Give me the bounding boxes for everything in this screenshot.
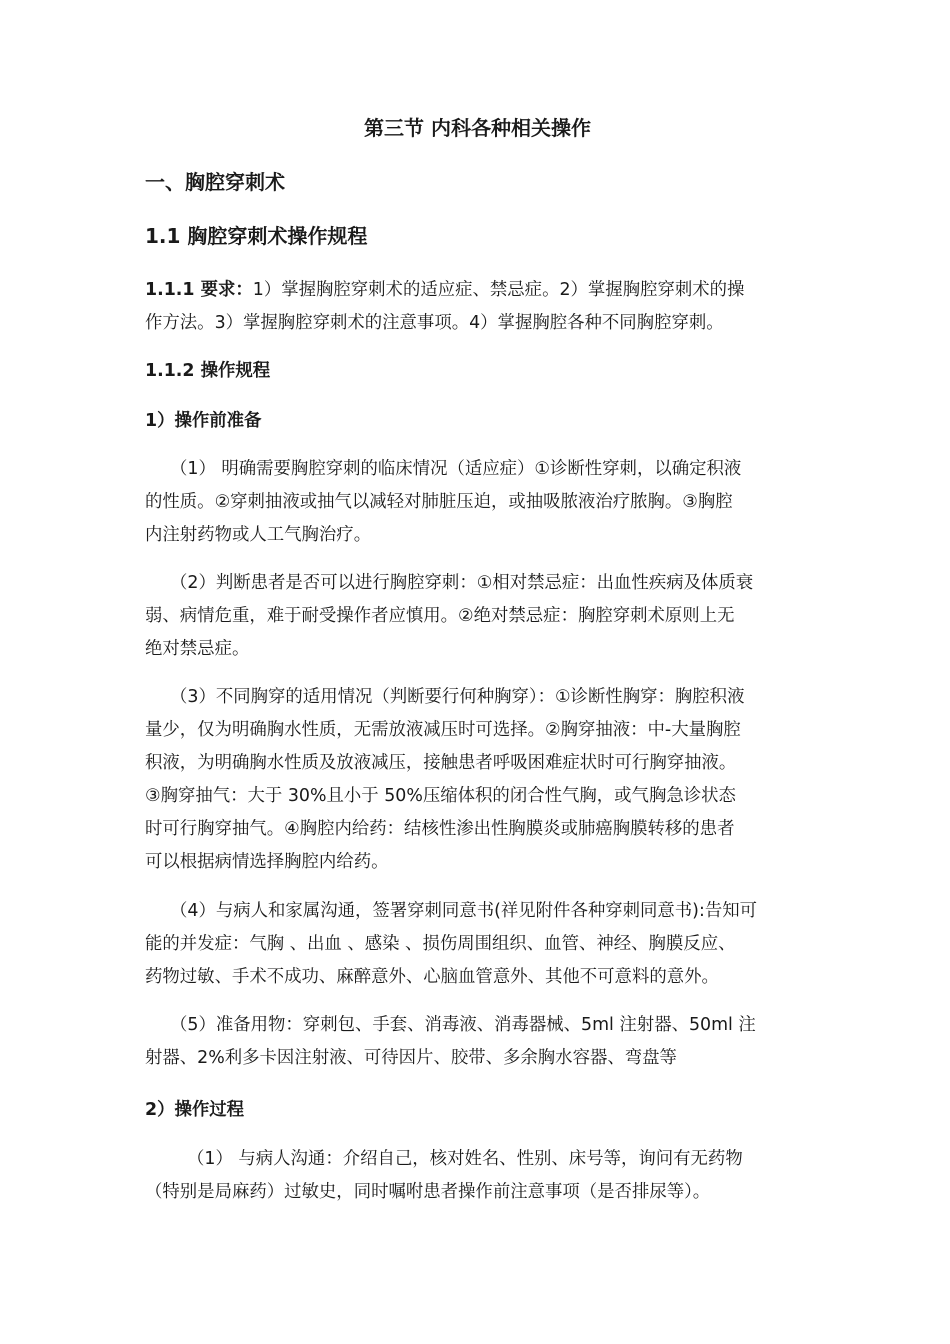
paragraph-contraindications: [145, 567, 810, 666]
paragraph-puncture-types: [145, 681, 810, 879]
requirements-text-line: 1）掌握胸腔穿刺术的适应症、禁忌症。2）掌握胸腔穿刺术的操: [252, 280, 745, 300]
requirements-text-line: 作方法。3）掌握胸腔穿刺术的注意事项。4）掌握胸腔各种不同胸腔穿刺。: [145, 313, 724, 333]
subsection-heading-procedure: 1.1 胸腔穿刺术操作规程: [145, 224, 368, 248]
paragraph-consent: [145, 895, 810, 994]
paragraph-line: （1） 与病人沟通：介绍自己，核对姓名、性别、床号等，询问有无药物: [187, 1149, 743, 1169]
paragraph-line: （特别是局麻药）过敏史，同时嘱咐患者操作前注意事项（是否排尿等）。: [145, 1182, 711, 1202]
paragraph-line: 积液，为明确胸水性质及放液减压，接触患者呼吸困难症状时可行胸穿抽液。: [145, 753, 737, 773]
paragraph-line: ③胸穿抽气：大于 30%且小于 50%压缩体积的闭合性气胸，或气胸急诊状态: [145, 786, 736, 806]
paragraph-line: （5）准备用物：穿刺包、手套、消毒液、消毒器械、5ml 注射器、50ml 注: [170, 1015, 756, 1035]
paragraph-line: 的性质。②穿刺抽液或抽气以减轻对肺脏压迫，或抽吸脓液治疗脓胸。③胸腔: [145, 492, 733, 512]
step-heading-procedure: 2）操作过程: [145, 1100, 245, 1120]
paragraph-line: （1） 明确需要胸腔穿刺的临床情况（适应症）①诊断性穿刺，以确定积液: [170, 459, 742, 479]
paragraph-line: （2）判断患者是否可以进行胸腔穿刺：①相对禁忌症：出血性疾病及体质衰: [170, 573, 754, 593]
paragraph-communication: [145, 1143, 810, 1209]
paragraph-supplies: [145, 1009, 810, 1075]
section-heading-thoracentesis: 一、胸腔穿刺术: [145, 170, 285, 194]
paragraph-line: 能的并发症：气胸 、出血 、感染 、损伤周围组织、血管、神经、胸膜反应、: [145, 934, 736, 954]
paragraph-line: （3）不同胸穿的适用情况（判断要行何种胸穿）：①诊断性胸穿：胸腔积液: [170, 687, 745, 707]
requirements-label: 1.1.1 要求：: [145, 280, 253, 300]
paragraph-line: 量少，仅为明确胸水性质，无需放液减压时可选择。②胸穿抽液：中-大量胸腔: [145, 720, 741, 740]
paragraph-line: （4）与病人和家属沟通，签署穿刺同意书(祥见附件各种穿刺同意书):告知可: [170, 901, 757, 921]
step-heading-preparation: 1）操作前准备: [145, 411, 262, 431]
paragraph-line: 弱、病情危重，难于耐受操作者应慎用。②绝对禁忌症：胸腔穿刺术原则上无: [145, 606, 735, 626]
paragraph-indications: [145, 453, 810, 552]
paragraph-line: 射器、2%利多卡因注射液、可待因片、胶带、多余胸水容器、弯盘等: [145, 1048, 677, 1068]
paragraph-line: 时可行胸穿抽气。④胸腔内给药：结核性渗出性胸膜炎或肺癌胸膜转移的患者: [145, 819, 735, 839]
paragraph-line: 内注射药物或人工气胸治疗。: [145, 525, 372, 545]
subsection-heading-rules: 1.1.2 操作规程: [145, 361, 271, 381]
paragraph-line: 可以根据病情选择胸腔内给药。: [145, 852, 389, 872]
page-title: 第三节 内科各种相关操作: [364, 116, 591, 140]
paragraph-line: 绝对禁忌症。: [145, 639, 250, 659]
paragraph-line: 药物过敏、手术不成功、麻醉意外、心脑血管意外、其他不可意料的意外。: [145, 967, 719, 987]
requirements-paragraph: [145, 274, 810, 340]
